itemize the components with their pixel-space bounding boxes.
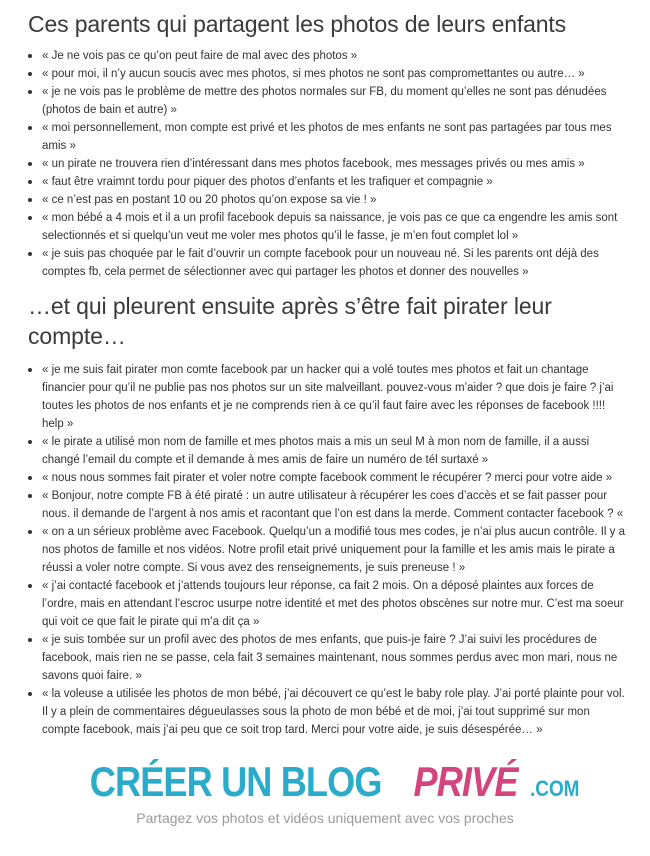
bullet-icon	[28, 72, 32, 76]
bullet-icon	[28, 476, 32, 480]
quote-text: « ce n’est pas en postant 10 ou 20 photos qu’on expose sa vie ! »	[42, 194, 377, 206]
list-item	[28, 173, 628, 191]
quote-text: « je ne vois pas le problème de mettre des photos normales sur FB, du moment qu’elles ne sont pas dénudées (photos de bain et autre) »	[42, 86, 607, 116]
quote-list-hacked	[28, 361, 628, 739]
logo-accent-text: PRIVÉ	[413, 758, 518, 805]
section-heading-parents-hacked: …et qui pleurent ensuite après s’être fait pirater leur compte…	[28, 293, 552, 349]
quote-text: « mon bébé a 4 mois et il a un profil facebook depuis sa naissance, je vois pas ce que ca engendre les amis sont selectionnés et si quelqu’un veut me voler mes photos qu’il le fasse, je m’en fout complet lol »	[42, 212, 618, 242]
logo-main-text: CRÉER UN BLOG	[89, 758, 382, 805]
quote-text: « moi personnellement, mon compte est privé et les photos de mes enfants ne sont pas partagées par tous mes amis »	[42, 122, 612, 152]
article-content	[28, 8, 628, 739]
bullet-icon	[28, 162, 32, 166]
list-item	[28, 577, 628, 631]
quote-text: « Bonjour, notre compte FB à été piraté : un autre utilisateur à récupérer les coes d’accès et se fait passer pour nous. il demande de l’argent à nos amis et racontant que l’on est dans la merde. Comment contacter facebook ? «	[42, 490, 624, 520]
bullet-icon	[28, 584, 32, 588]
bullet-icon	[28, 216, 32, 220]
bullet-icon	[28, 638, 32, 642]
list-item	[28, 487, 628, 523]
quote-text: « la voleuse a utilisée les photos de mon bébé, j’ai découvert ce qu’est le baby role play. J’ai porté plainte pour vol. Il y a plein de commentaires dégueulasses sous la photo de mon bébé et de moi, j’ai tout supprimé sur mon compte facebook, mais j’ai peu que ce soit trop tard. Merci pour votre aide, je suis désespérée… »	[42, 688, 625, 736]
bullet-icon	[28, 440, 32, 444]
section-heading-parents-sharing: Ces parents qui partagent les photos de leurs enfants	[28, 11, 567, 37]
list-item	[28, 685, 628, 739]
quote-text: « je suis pas choquée par le fait d’ouvrir un compte facebook pour un nouveau né. Si les parents ont déjà des comptes fb, cela permet de sélectionner avec qui partager les photos et donner des nouvelles »	[42, 248, 599, 278]
list-item	[28, 209, 628, 245]
list-item	[28, 83, 628, 119]
bullet-icon	[28, 126, 32, 130]
quote-text: « on a un sérieux problème avec Facebook. Quelqu’un a modifié tous mes codes, je n’ai plus aucun contrôle. Il y a nos photos de famille et nos vidéos. Notre profil etait privé uniquement pour la famille et les amis mais le pirate a réussi a voler notre compte. Si vous avez des renseignements, je suis preneuse ! »	[42, 526, 626, 574]
quote-text: « Je ne vois pas ce qu’on peut faire de mal avec des photos »	[42, 50, 358, 62]
list-item	[28, 191, 628, 209]
list-item	[28, 523, 628, 577]
list-item	[28, 119, 628, 155]
bullet-icon	[28, 692, 32, 696]
list-item	[28, 155, 628, 173]
bullet-icon	[28, 54, 32, 58]
tagline: Partagez vos photos et vidéos uniquement avec vos proches	[136, 810, 514, 826]
quote-list-sharing	[28, 47, 628, 281]
brand-logo[interactable]	[66, 756, 584, 808]
quote-text: « le pirate a utilisé mon nom de famille et mes photos mais a mis un seul M à mon nom de famille, il a aussi changé l’email du compte et il demande à mes amis de faire un numéro de tél surtaxé »	[42, 436, 590, 466]
bullet-icon	[28, 494, 32, 498]
footer-branding	[0, 756, 650, 826]
quote-text: « je me suis fait pirater mon comte facebook par un hacker qui a volé toutes mes photos et fait un chantage financier pour qu’il ne publie pas nos photos sur un site malveillant. pouvez-vous m’aider ? que dois je faire ? j’ai toutes les photos de nos enfants et je ne comprends rien à ce qu’il faut faire avec les réponses de facebook !!!! help »	[42, 364, 614, 430]
list-item	[28, 361, 628, 433]
bullet-icon	[28, 198, 32, 202]
logo-domain-text: .COM	[530, 776, 580, 801]
bullet-icon	[28, 530, 32, 534]
list-item	[28, 245, 628, 281]
quote-text: « nous nous sommes fait pirater et voler notre compte facebook comment le récupérer ? merci pour votre aide »	[42, 472, 613, 484]
quote-text: « pour moi, il n’y aucun soucis avec mes photos, si mes photos ne sont pas compromettantes ou autre… »	[42, 68, 585, 80]
list-item	[28, 47, 628, 65]
bullet-icon	[28, 90, 32, 94]
bullet-icon	[28, 252, 32, 256]
quote-text: « faut être vraimnt tordu pour piquer des photos d’enfants et les trafiquer et compagnie »	[42, 176, 493, 188]
list-item	[28, 433, 628, 469]
list-item	[28, 65, 628, 83]
bullet-icon	[28, 368, 32, 372]
quote-text: « un pirate ne trouvera rien d’intéressant dans mes photos facebook, mes messages privés ou mes amis »	[42, 158, 585, 170]
quote-text: « je suis tombée sur un profil avec des photos de mes enfants, que puis-je faire ? J’ai suivi les procédures de facebook, mais rien ne se passe, cela fait 3 semaines maintenant, nous sommes perdus avec mon mari, nous ne savons quoi faire. »	[42, 634, 618, 682]
quote-text: « j’ai contacté facebook et j’attends toujours leur réponse, ca fait 2 mois. On a déposé plaintes aux forces de l’ordre, mais en attendant l’escroc usurpe notre identité et met des photos obscènes sur notre mur. C’est ma soeur qui voit ce que fait le pirate qui m’a dit ça »	[42, 580, 624, 628]
list-item	[28, 469, 628, 487]
list-item	[28, 631, 628, 685]
bullet-icon	[28, 180, 32, 184]
